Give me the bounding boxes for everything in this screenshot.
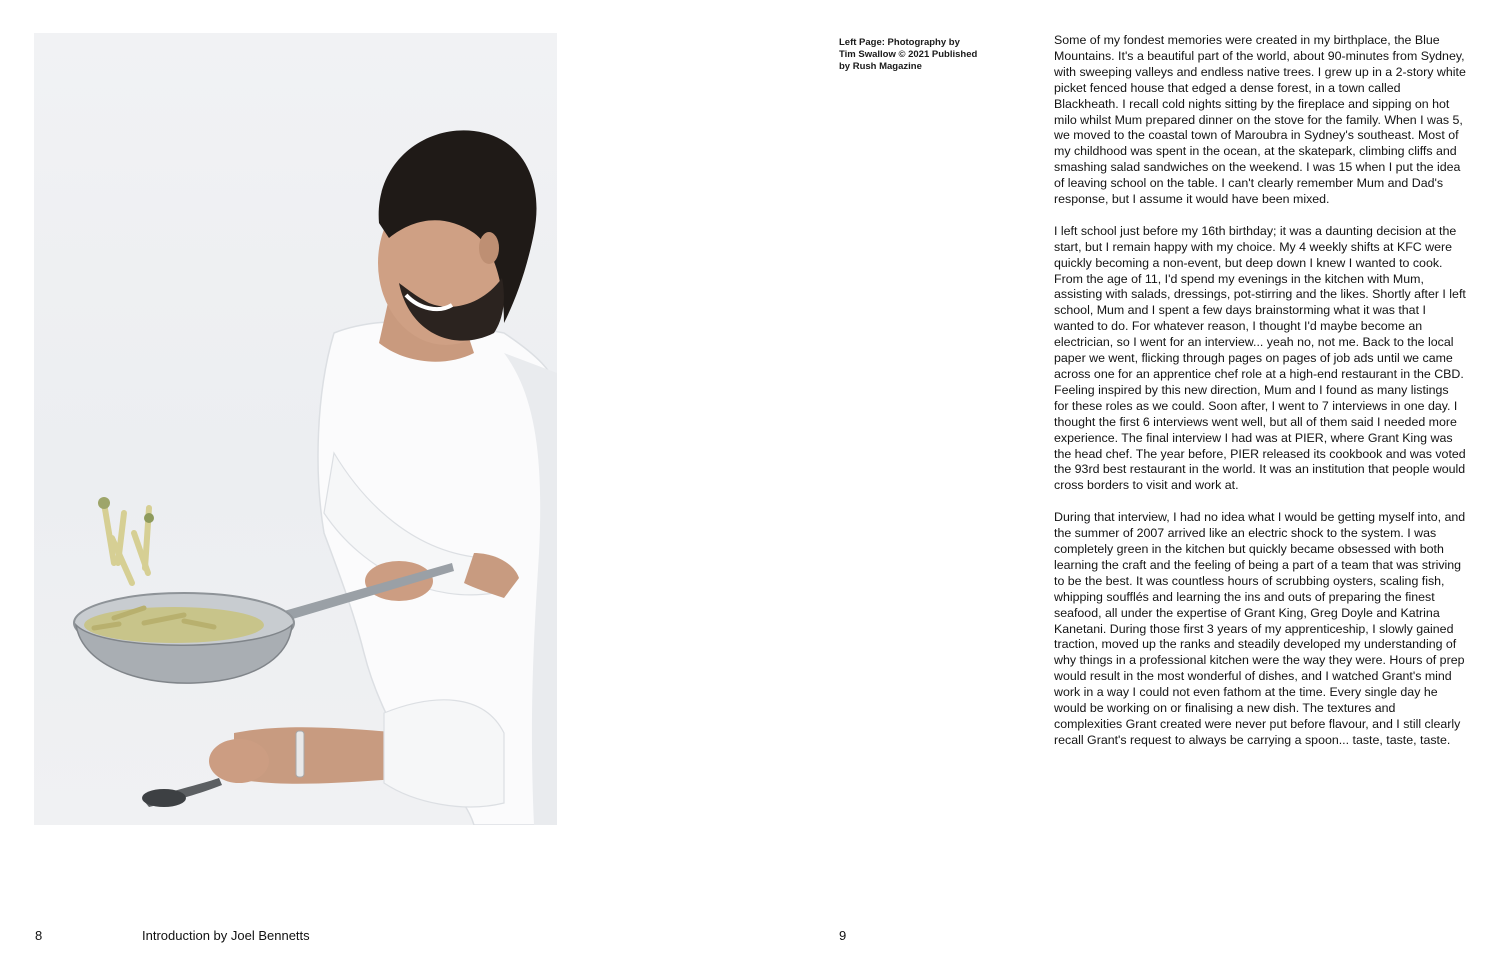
chef-hand-spoon [209, 739, 269, 783]
running-head: Introduction by Joel Bennetts [142, 928, 310, 943]
chef-illustration [34, 33, 557, 825]
photo-credit-caption: Left Page: Photography by Tim Swallow © 2021 Published by Rush Magazine [839, 37, 978, 72]
body-paragraph: I left school just before my 16th birthday; it was a daunting decision at the start, but I remain happy with my choice. My 4 weekly shifts at KFC were quickly becoming a non-event, but deep down I knew I wanted to cook. From the age of 11, I'd spend my evenings in the kitchen with Mum, assisting with salads, dressings, pot-stirring and the likes. Shortly after I left school, Mum and I spent a few days brainstorming what it was that I wanted to do. For whatever reason, I thought I'd maybe become an electrician, so I went for an interview... yeah no, not me. Back to the local paper we went, flicking through pages on pages of job ads until we came across one for an apprentice chef role at a high-end restaurant in the CBD. Feeling inspired by this new direction, Mum and I found as many listings for these roles as we could. Soon after, I went to 7 interviews in one day. I thought the first 6 interviews went well, but all of them said I needed more experience. The final interview I had was at PIER, where Grant King was the head chef. The year before, PIER released its cookbook and was voted the 93rd best restaurant in the world. It was an institution that people would cross borders to visit and work at. [1054, 223, 1466, 493]
tossed-pasta [104, 503, 149, 583]
introduction-body [1054, 33, 1466, 765]
body-paragraph: Some of my fondest memories were created in my birthplace, the Blue Mountains. It's a beautiful part of the world, about 90-minutes from Sydney, with sweeping valleys and endless native trees. I grew up in a 2-story white picket fenced house that edged a dense forest, in a town called Blackheath. I recall cold nights sitting by the fireplace and sipping on hot milo whilst Mum prepared dinner on the stove for the family. When I was 5, we moved to the coastal town of Maroubra in Sydney's southeast. Most of my childhood was spent in the ocean, at the skatepark, climbing cliffs and smashing salad sandwiches on the weekend. I was 15 when I put the idea of leaving school on the table. I can't clearly remember Mum and Dad's response, but I assume it would have been mixed. [1054, 33, 1466, 207]
chef-photograph [34, 33, 557, 825]
left-page-number: 8 [35, 928, 43, 943]
body-paragraph: During that interview, I had no idea what I would be getting myself into, and the summer of 2007 arrived like an electric shock to the system. I was completely green in the kitchen but quickly became obsessed with both learning the craft and the feeling of being a part of a team that was striving to be the best. It was countless hours of scrubbing oysters, scaling fish, whipping soufflés and learning the ins and outs of preparing the finest seafood, all under the expertise of Grant King, Greg Doyle and Katrina Kanetani. During those first 3 years of my apprenticeship, I slowly gained traction, moved up the ranks and steadily developed my understanding of why things in a professional kitchen were the way they were. Hours of prep would result in the most wonderful of dishes, and I watched Grant's mind work in a way I could not even fathom at the time. Every single day he would be working on or finalising a new dish. The textures and complexities Grant created were never put before flavour, and I still clearly recall Grant's request to always be carrying a spoon... taste, taste, taste. [1054, 510, 1466, 747]
bracelet [296, 731, 304, 777]
right-page-number: 9 [839, 928, 847, 943]
